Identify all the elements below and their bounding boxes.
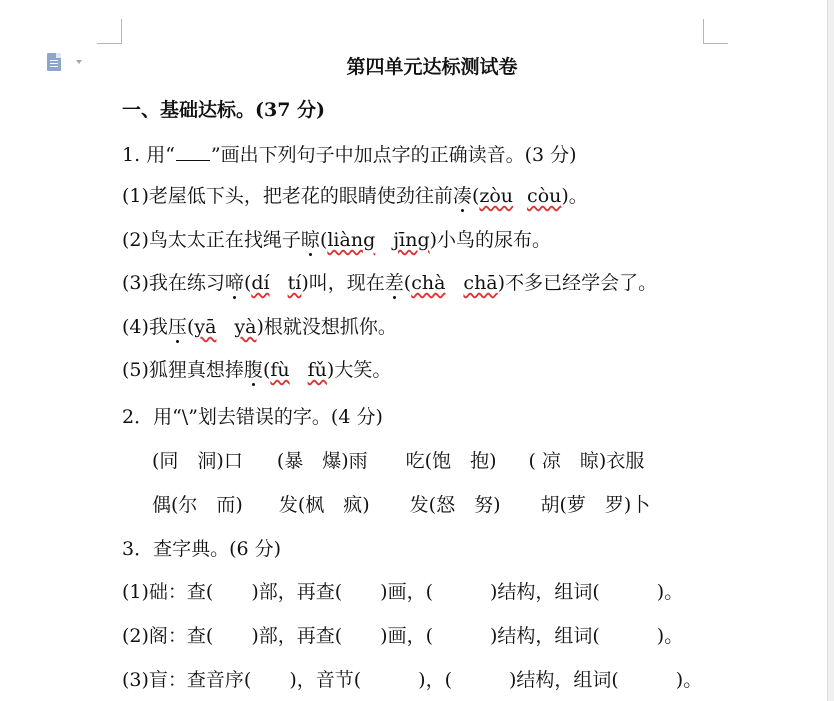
question-2-row [152,490,650,517]
dotted-character: 晾 [300,229,320,251]
dotted-character: 差 [384,272,404,294]
word-choice: (同 洞)口 [152,450,243,472]
word-choice: ( 凉 晾)衣服 [528,450,645,472]
pinyin-option: fù [270,359,290,381]
dotted-character: 啼 [224,272,244,294]
section-heading: 一、基础达标。(37 分) [122,99,326,121]
question-3-prompt: 3．查字典。(6 分) [122,538,282,560]
question-2-prompt: 2．用“\”划去错误的字。(4 分) [122,406,383,428]
word-choice: 偶(尔 而) [152,494,243,516]
question-3-item: (3)盲：查音序( )，音节( )，( )结构，组词( )。 [122,669,703,691]
pinyin-option: zòu [479,185,514,207]
vertical-scrollbar[interactable] [827,0,834,701]
pinyin-option: chā [463,272,498,294]
word-choice: 吃(饱 抱) [405,450,497,472]
pinyin-option: tí [287,272,302,294]
question-1-item: (4)我压(yā yà)根就没想抓你。 [122,316,397,338]
page-margin-corner-top-right [703,19,728,44]
question-1-item: (1)老屋低下头，把老花的眼睛使劲往前凑(zòu còu)。 [122,185,588,207]
dotted-character: 压 [167,316,187,338]
pinyin-option: jīng [393,229,430,251]
question-3-item: (2)阁：查( )部，再查( )画，( )结构，组词( )。 [122,625,684,647]
page-title: 第四单元达标测试卷 [346,56,518,78]
pinyin-option: dí [251,272,270,294]
question-1-item: (3)我在练习啼(dí tí)叫，现在差(chà chā)不多已经学会了。 [122,272,658,294]
question-2-row [152,446,644,473]
question-1-item: (5)狐狸真想捧腹(fù fǔ)大笑。 [122,359,392,381]
pinyin-option: yā [194,316,217,338]
question-1-item: (2)鸟太太正在找绳子晾(liàng jīng)小鸟的尿布。 [122,229,552,251]
pinyin-option: fǔ [307,359,327,381]
pinyin-option: yà [234,316,257,338]
word-choice: 胡(萝 罗)卜 [540,494,651,516]
pinyin-option: liàng [327,229,376,251]
dotted-character: 凑 [452,185,472,207]
word-choice: 发(怒 努) [409,494,501,516]
dotted-character: 腹 [243,359,263,381]
underline-blank [176,145,210,161]
word-choice: 发(枫 疯) [278,494,370,516]
word-choice: (暴 爆)雨 [276,450,368,472]
pinyin-option: còu [527,185,562,207]
question-1-prompt: 1. 用“ ”画出下列句子中加点字的正确读音。(3 分) [122,144,577,166]
pinyin-option: chà [411,272,446,294]
page-margin-corner-top-left [97,19,122,44]
question-3-item: (1)础：查( )部，再查( )画，( )结构，组词( )。 [122,581,684,603]
